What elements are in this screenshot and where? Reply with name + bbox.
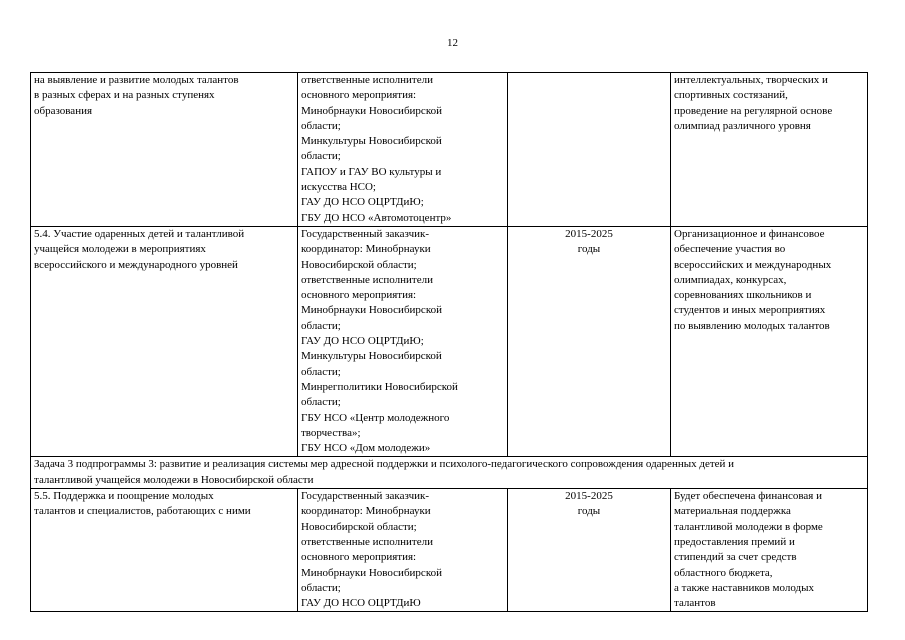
result-cell: интеллектуальных, творческих и спортивных состязаний, проведение на регулярной основе олимпиад различного уровня xyxy=(671,73,868,227)
measure-cell: 5.4. Участие одаренных детей и талантливой учащейся молодежи в мероприятиях всероссийского и международного уровней xyxy=(31,226,298,456)
period-cell xyxy=(508,73,671,227)
period-cell: 2015-2025 годы xyxy=(508,489,671,612)
page-number: 12 xyxy=(447,37,458,49)
task-heading-cell: Задача 3 подпрограммы 3: развитие и реализация системы мер адресной поддержки и психолого-педагогического сопровождения одаренных детей и талантливой учащейся молодежи в Новосибирской области xyxy=(31,457,868,489)
executors-cell: Государственный заказчик- координатор: Минобрнауки Новосибирской области; ответственные исполнители основного мероприятия: Минобрнауки Новосибирской области; ГАУ ДО НСО ОЦРТДиЮ; Минкультуры Новосибирской области; Минрегполитики Новосибирской области; ГБУ НСО «Центр молодежного творчества»; ГБУ НСО «Дом молодежи» xyxy=(298,226,508,456)
executors-cell: ответственные исполнители основного мероприятия: Минобрнауки Новосибирской области; Минкультуры Новосибирской области; ГАПОУ и ГАУ ВО культуры и искусства НСО; ГАУ ДО НСО ОЦРТДиЮ; ГБУ ДО НСО «Автомотоцентр» xyxy=(298,73,508,227)
result-cell: Будет обеспечена финансовая и материальная поддержка талантливой молодежи в форме предоставления премий и стипендий за счет средств областного бюджета, а также наставников молодых талантов xyxy=(671,489,868,612)
period-cell: 2015-2025 годы xyxy=(508,226,671,456)
measure-cell: на выявление и развитие молодых талантов в разных сферах и на разных ступенях образования xyxy=(31,73,298,227)
measure-cell: 5.5. Поддержка и поощрение молодых талантов и специалистов, работающих с ними xyxy=(31,489,298,612)
result-cell: Организационное и финансовое обеспечение участия во всероссийских и международных олимпиадах, конкурсах, соревнованиях школьников и студентов и иных мероприятиях по выявлению молодых талантов xyxy=(671,226,868,456)
table-row xyxy=(31,226,868,456)
program-measures-table xyxy=(30,72,868,612)
table-row xyxy=(31,73,868,227)
table-row xyxy=(31,489,868,612)
executors-cell: Государственный заказчик- координатор: Минобрнауки Новосибирской области; ответственные исполнители основного мероприятия: Минобрнауки Новосибирской области; ГАУ ДО НСО ОЦРТДиЮ xyxy=(298,489,508,612)
task-row xyxy=(31,457,868,489)
